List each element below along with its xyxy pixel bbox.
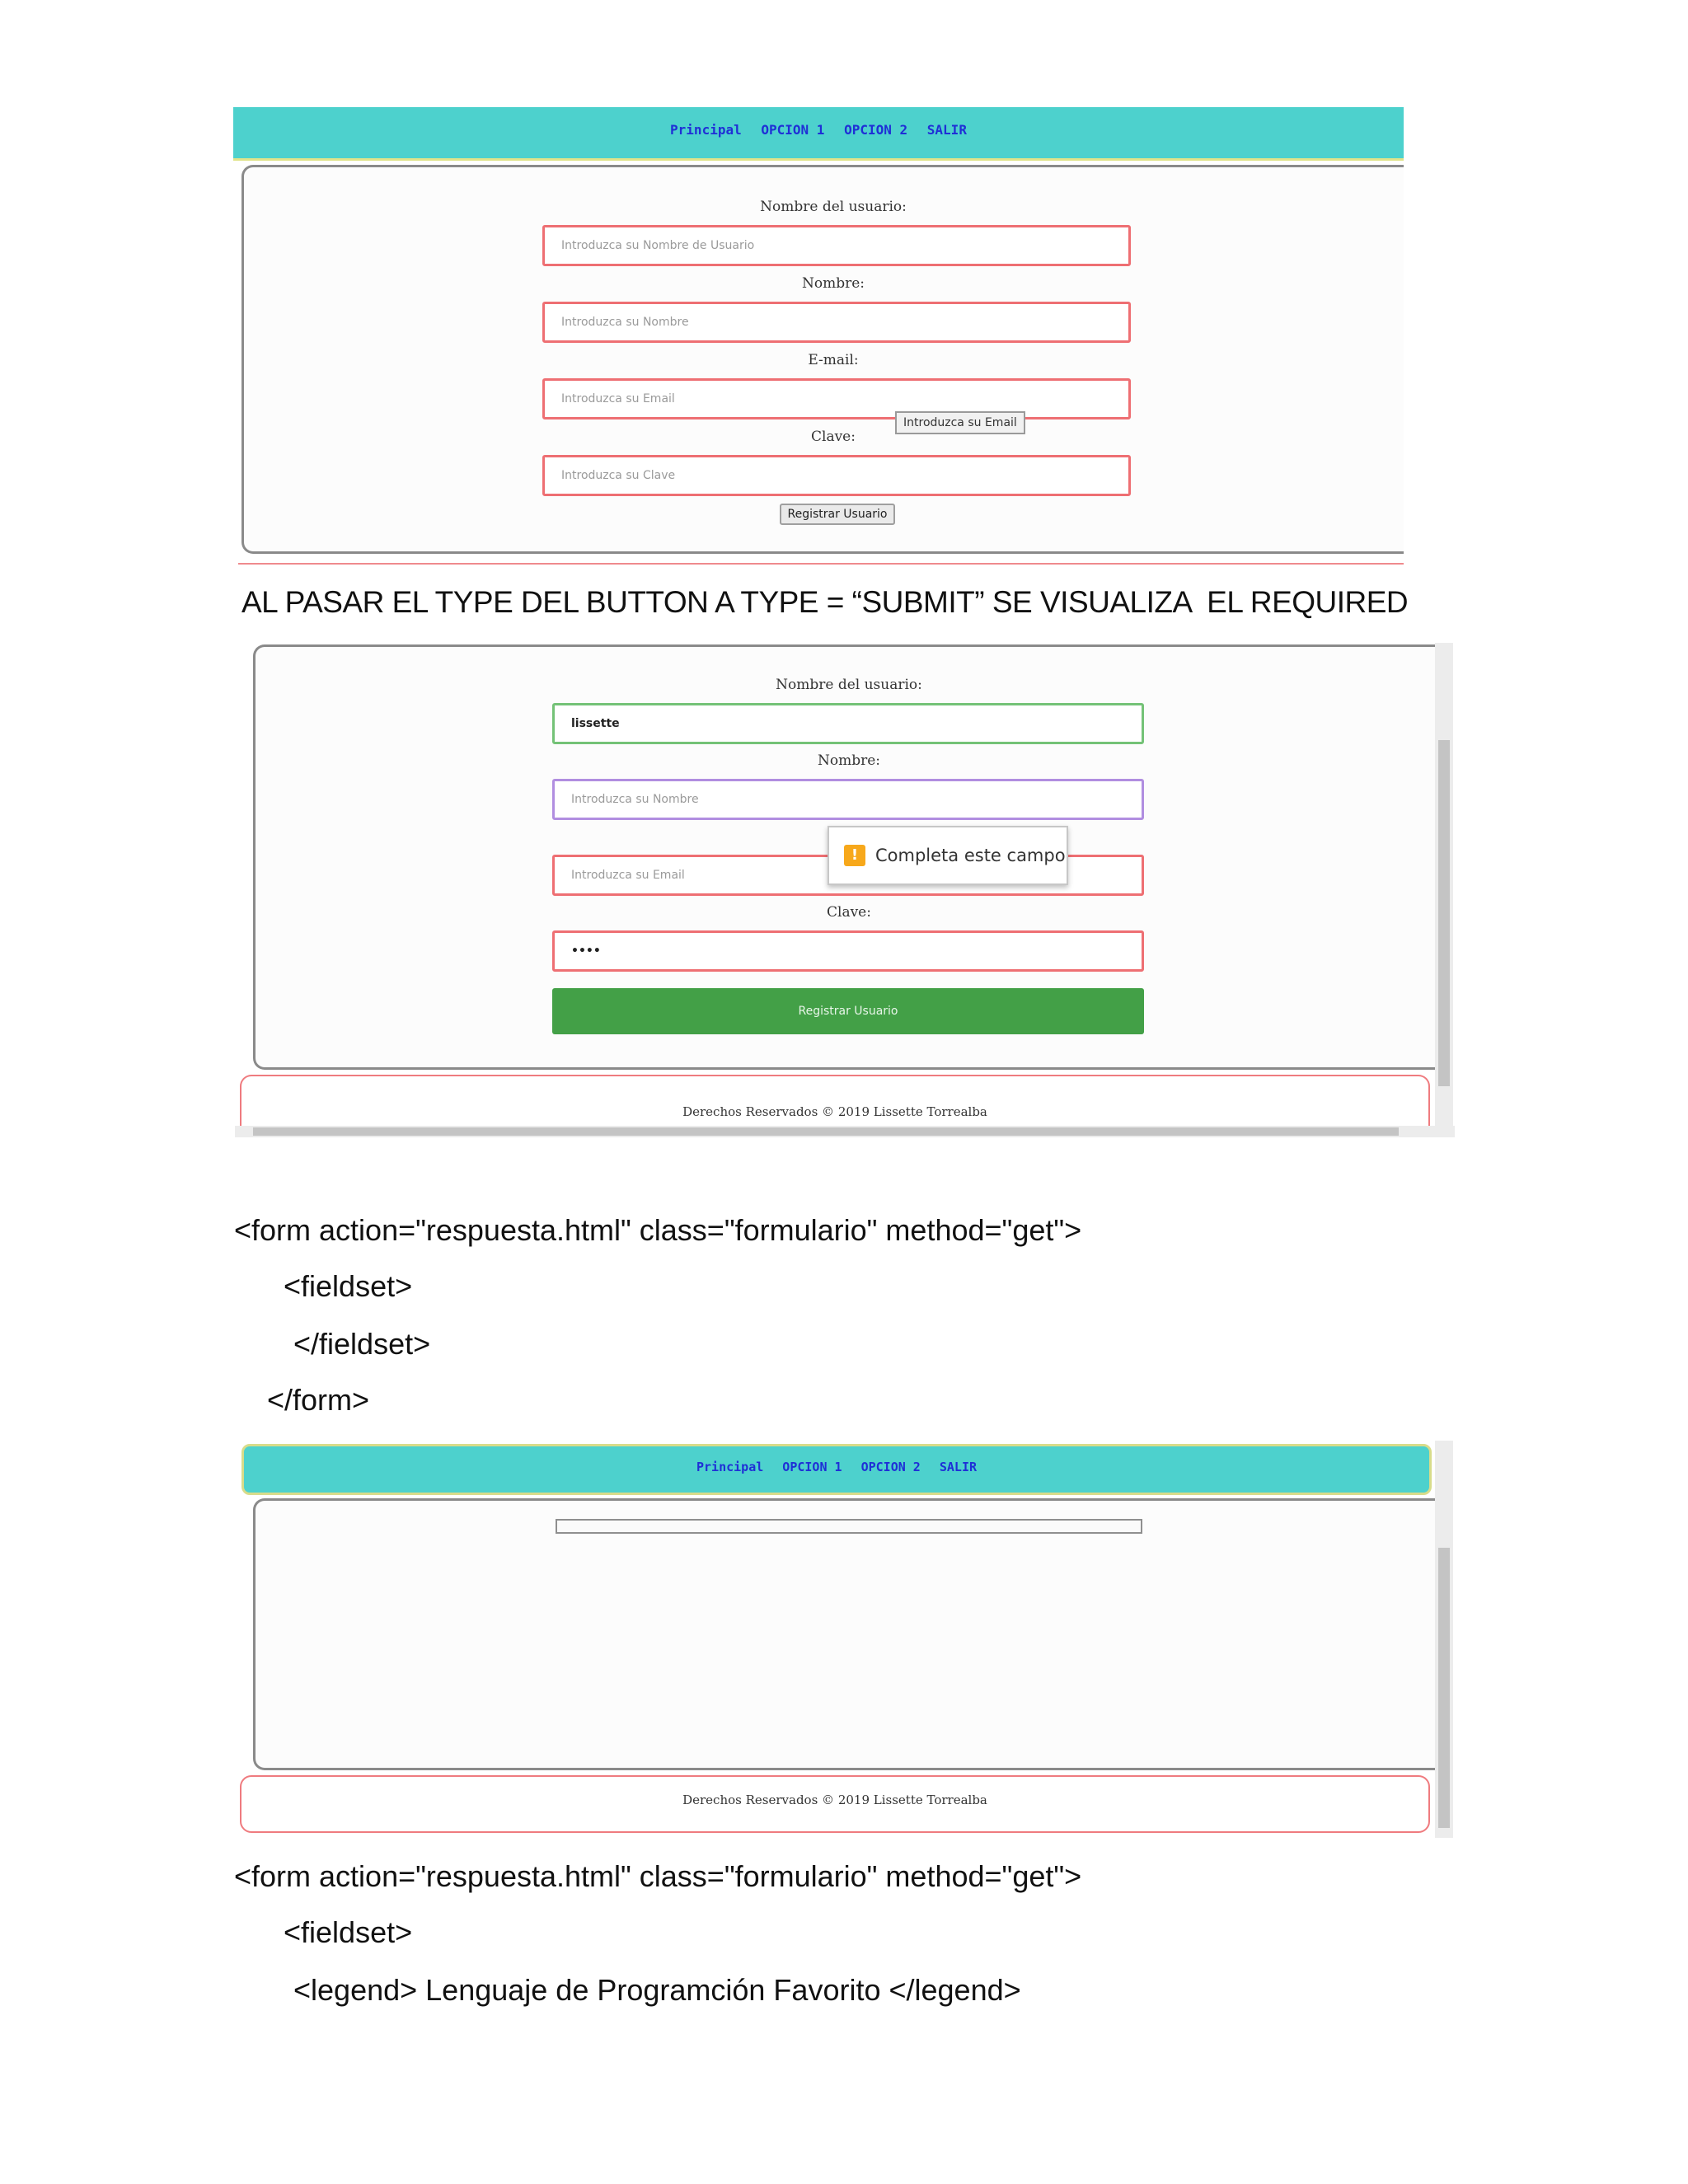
label-password: Clave: <box>827 904 871 921</box>
nav-salir[interactable]: SALIR <box>939 1460 978 1474</box>
nav-opcion-2[interactable]: OPCION 2 <box>860 1460 921 1474</box>
email-input[interactable]: Introduzca su Email <box>552 855 1144 896</box>
form-panel <box>253 1498 1451 1770</box>
username-input[interactable]: lissette <box>552 703 1144 744</box>
code-fieldset-open: <fieldset> <box>284 1269 413 1303</box>
screenshot-registration-form <box>233 105 1404 567</box>
code-legend: <legend> Lenguaje de Programción Favorito </legend> <box>293 1973 1021 2007</box>
label-username: Nombre del usuario: <box>776 677 922 693</box>
nav-opcion-1[interactable]: OPCION 1 <box>761 122 825 138</box>
popup-message: Completa este campo <box>875 846 1066 865</box>
code-form-open-2: <form action="respuesta.html" class="formulario" method="get"> <box>234 1859 1082 1893</box>
password-input[interactable]: •••• <box>552 930 1144 972</box>
empty-fieldset <box>556 1519 1142 1534</box>
email-tooltip: Introduzca su Email <box>895 411 1025 434</box>
footer <box>240 1075 1430 1126</box>
nav-opcion-1[interactable]: OPCION 1 <box>782 1460 842 1474</box>
screenshot-required-validation <box>235 643 1455 1137</box>
code-form-close: </form> <box>267 1383 370 1417</box>
nav-bar <box>233 107 1404 161</box>
form-panel <box>253 644 1451 1070</box>
code-form-open: <form action="respuesta.html" class="formulario" method="get"> <box>234 1213 1082 1247</box>
vertical-scroll-thumb[interactable] <box>1438 1548 1450 1828</box>
nav-opcion-2[interactable]: OPCION 2 <box>844 122 908 138</box>
label-name: Nombre: <box>817 752 881 769</box>
footer-text: Derechos Reservados © 2019 Lissette Torrealba <box>682 1793 987 1807</box>
required-popup <box>828 826 1068 885</box>
vertical-scrollbar[interactable] <box>1435 643 1453 1126</box>
username-input[interactable]: Introduzca su Nombre de Usuario <box>542 225 1131 266</box>
label-username: Nombre del usuario: <box>760 199 907 215</box>
nav-salir[interactable]: SALIR <box>926 122 967 138</box>
label-email: E-mail: <box>808 352 859 368</box>
register-button[interactable]: Registrar Usuario <box>552 988 1144 1034</box>
footer-text: Derechos Reservados © 2019 Lissette Torrealba <box>682 1104 987 1119</box>
nav-principal[interactable]: Principal <box>696 1460 764 1474</box>
code-fieldset-close: </fieldset> <box>293 1327 431 1361</box>
name-input[interactable]: Introduzca su Nombre <box>542 302 1131 343</box>
label-name: Nombre: <box>801 275 865 292</box>
vertical-scrollbar[interactable] <box>1435 1441 1453 1838</box>
nav-bar <box>241 1444 1432 1495</box>
form-panel <box>241 165 1404 554</box>
email-input[interactable]: Introduzca su Email <box>542 378 1131 419</box>
screenshot-empty-fieldset <box>235 1441 1455 1838</box>
divider-line <box>238 563 1404 565</box>
register-button[interactable]: Registrar Usuario <box>780 504 895 525</box>
footer <box>240 1775 1430 1833</box>
label-password: Clave: <box>811 429 856 445</box>
code-fieldset-open-2: <fieldset> <box>284 1915 413 1949</box>
horizontal-scrollbar[interactable] <box>235 1126 1455 1137</box>
nav-principal[interactable]: Principal <box>670 122 742 138</box>
password-input[interactable]: Introduzca su Clave <box>542 455 1131 496</box>
warning-icon: ! <box>844 845 865 866</box>
caption-required: AL PASAR EL TYPE DEL BUTTON A TYPE = “SUBMIT” SE VISUALIZA EL REQUIRED <box>241 585 1409 619</box>
vertical-scroll-thumb[interactable] <box>1438 740 1450 1086</box>
name-input[interactable]: Introduzca su Nombre <box>552 779 1144 820</box>
horizontal-scroll-thumb[interactable] <box>253 1127 1399 1136</box>
